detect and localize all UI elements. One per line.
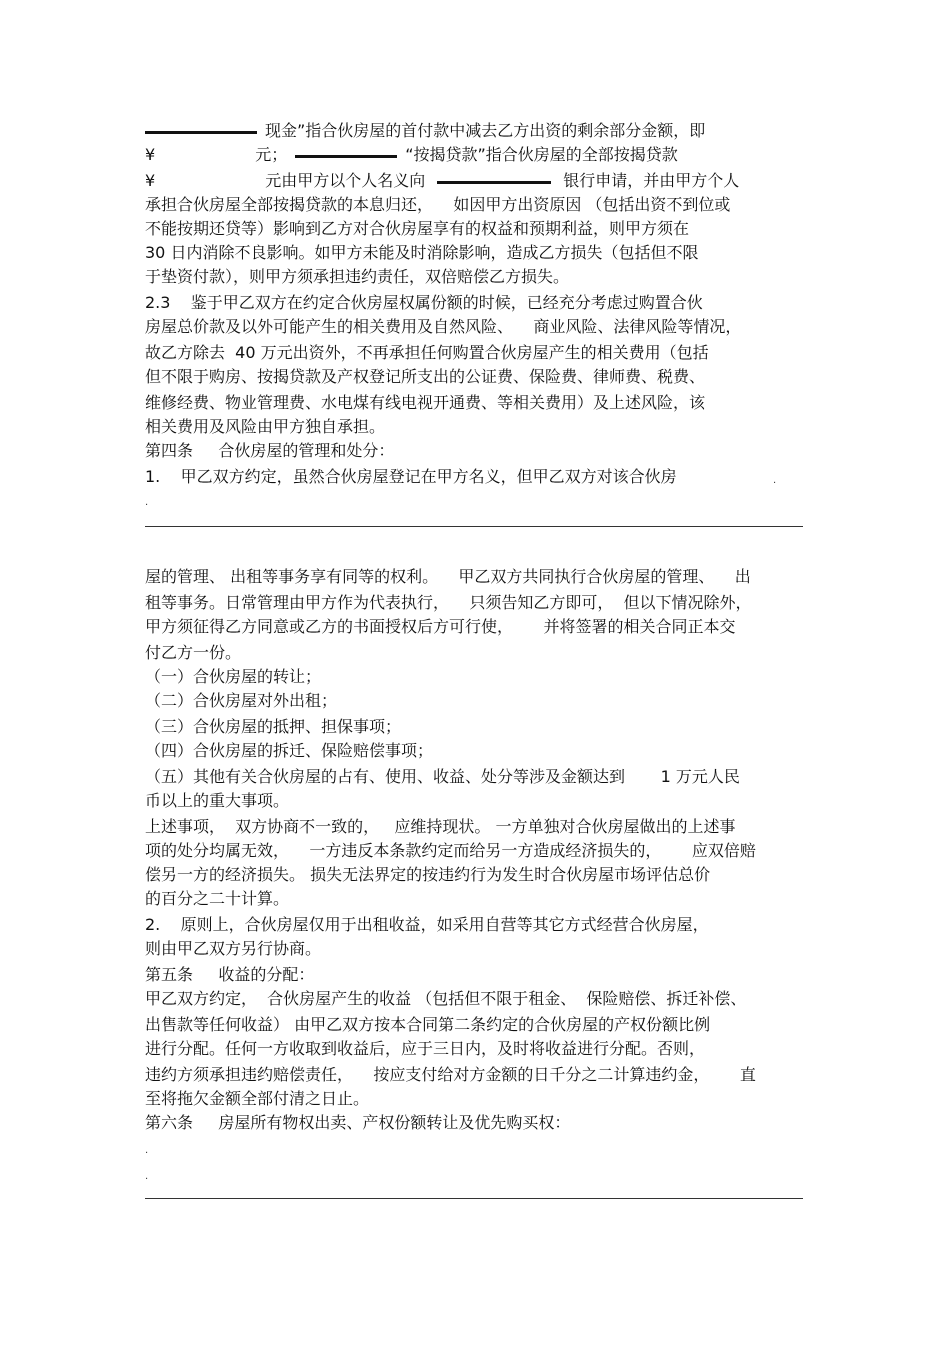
contract-line: 则由甲乙双方另行协商。 bbox=[145, 939, 322, 958]
list-item: （一）合伙房屋的转让； bbox=[145, 667, 322, 686]
contract-line: 维修经费、物业管理费、水电煤有线电视开通费、等相关费用）及上述风险，该 bbox=[145, 393, 706, 412]
contract-line: 项的处分均属无效， 一方违反本条款约定而给另一方造成经济损失的， 应双倍赔 bbox=[145, 841, 756, 860]
page-divider bbox=[145, 1198, 803, 1199]
contract-line: 租等事务。日常管理由甲方作为代表执行， 只须告知乙方即可， 但以下情况除外， bbox=[145, 593, 752, 612]
fill-in-blank bbox=[145, 131, 257, 134]
dot-mark: . bbox=[145, 1145, 149, 1156]
list-item: （四）合伙房屋的拆迁、保险赔偿事项； bbox=[145, 741, 434, 760]
clause-heading: 2.3 鉴于甲乙双方在约定合伙房屋权属份额的时候，已经充分考虑过购置合伙 bbox=[145, 293, 703, 312]
contract-line: 甲乙双方约定， 合伙房屋产生的收益 （包括但不限于租金、 保险赔偿、拆迁补偿、 bbox=[145, 989, 747, 1008]
contract-line: 故乙方除去 40 万元出资外，不再承担任何购置合伙房屋产生的相关费用（包括 bbox=[145, 343, 709, 362]
dot-mark: . bbox=[145, 497, 149, 508]
contract-line: 付乙方一份。 bbox=[145, 643, 242, 662]
contract-line: 2. 原则上，合伙房屋仅用于出租收益，如采用自营等其它方式经营合伙房屋， bbox=[145, 915, 709, 934]
article-heading: 第四条 合伙房屋的管理和处分： bbox=[145, 441, 395, 460]
list-item: （二）合伙房屋对外出租； bbox=[145, 691, 338, 710]
contract-line: 至将拖欠金额全部付清之日止。 bbox=[145, 1089, 370, 1108]
contract-line: 现金”指合伙房屋的首付款中减去乙方出资的剩余部分金额，即 bbox=[145, 120, 705, 142]
contract-line: 30 日内消除不良影响。如甲方未能及时消除影响，造成乙方损失（包括但不限 bbox=[145, 243, 699, 262]
contract-line: 偿另一方的经济损失。 损失无法界定的按违约行为发生时合伙房屋市场评估总价 bbox=[145, 865, 711, 884]
article-heading: 第五条 收益的分配： bbox=[145, 965, 315, 984]
contract-line: 上述事项， 双方协商不一致的， 应维持现状。 一方单独对合伙房屋做出的上述事 bbox=[145, 817, 736, 836]
article-heading: 第六条 房屋所有物权出卖、产权份额转让及优先购买权： bbox=[145, 1113, 571, 1132]
contract-line: 于垫资付款），则甲方须承担违约责任，双倍赔偿乙方损失。 bbox=[145, 267, 570, 286]
fill-in-blank bbox=[437, 181, 551, 184]
dot-mark: . bbox=[773, 475, 777, 486]
contract-line: 币以上的重大事项。 bbox=[145, 791, 290, 810]
contract-line: ¥ 元； “按揭贷款”指合伙房屋的全部按揭贷款 bbox=[145, 145, 678, 164]
contract-line: 相关费用及风险由甲方独自承担。 bbox=[145, 417, 386, 436]
contract-line: 违约方须承担违约赔偿责任， 按应支付给对方金额的日千分之二计算违约金， 直 bbox=[145, 1065, 756, 1084]
list-item: （三）合伙房屋的抵押、担保事项； bbox=[145, 717, 402, 736]
contract-line: 屋的管理、 出租等事务享有同等的权利。 甲乙双方共同执行合伙房屋的管理、 出 bbox=[145, 567, 751, 586]
contract-line: 承担合伙房屋全部按揭贷款的本息归还， 如因甲方出资原因 （包括出资不到位或 bbox=[145, 195, 731, 214]
page-divider bbox=[145, 526, 803, 527]
contract-line: 进行分配。任何一方收取到收益后，应于三日内，及时将收益进行分配。否则， bbox=[145, 1039, 706, 1058]
contract-line: 但不限于购房、按揭贷款及产权登记所支出的公证费、保险费、律师费、税费、 bbox=[145, 367, 706, 386]
contract-line: 的百分之二十计算。 bbox=[145, 889, 290, 908]
contract-line: ¥ 元由甲方以个人名义向 银行申请，并由甲方个人 bbox=[145, 171, 740, 190]
contract-line: 房屋总价款及以外可能产生的相关费用及自然风险、 商业风险、法律风险等情况， bbox=[145, 317, 742, 336]
list-item: （五）其他有关合伙房屋的占有、使用、收益、处分等涉及金额达到 1 万元人民 bbox=[145, 767, 740, 786]
contract-line: 不能按期还贷等）影响到乙方对合伙房屋享有的权益和预期利益，则甲方须在 bbox=[145, 219, 690, 238]
contract-line: 1. 甲乙双方约定，虽然合伙房屋登记在甲方名义，但甲乙双方对该合伙房 bbox=[145, 467, 677, 486]
contract-line: 出售款等任何收益） 由甲乙双方按本合同第二条约定的合伙房屋的产权份额比例 bbox=[145, 1015, 711, 1034]
fill-in-blank bbox=[295, 155, 397, 158]
dot-mark: . bbox=[145, 1171, 149, 1182]
contract-line: 甲方须征得乙方同意或乙方的书面授权后方可行使， 并将签署的相关合同正本交 bbox=[145, 617, 736, 636]
